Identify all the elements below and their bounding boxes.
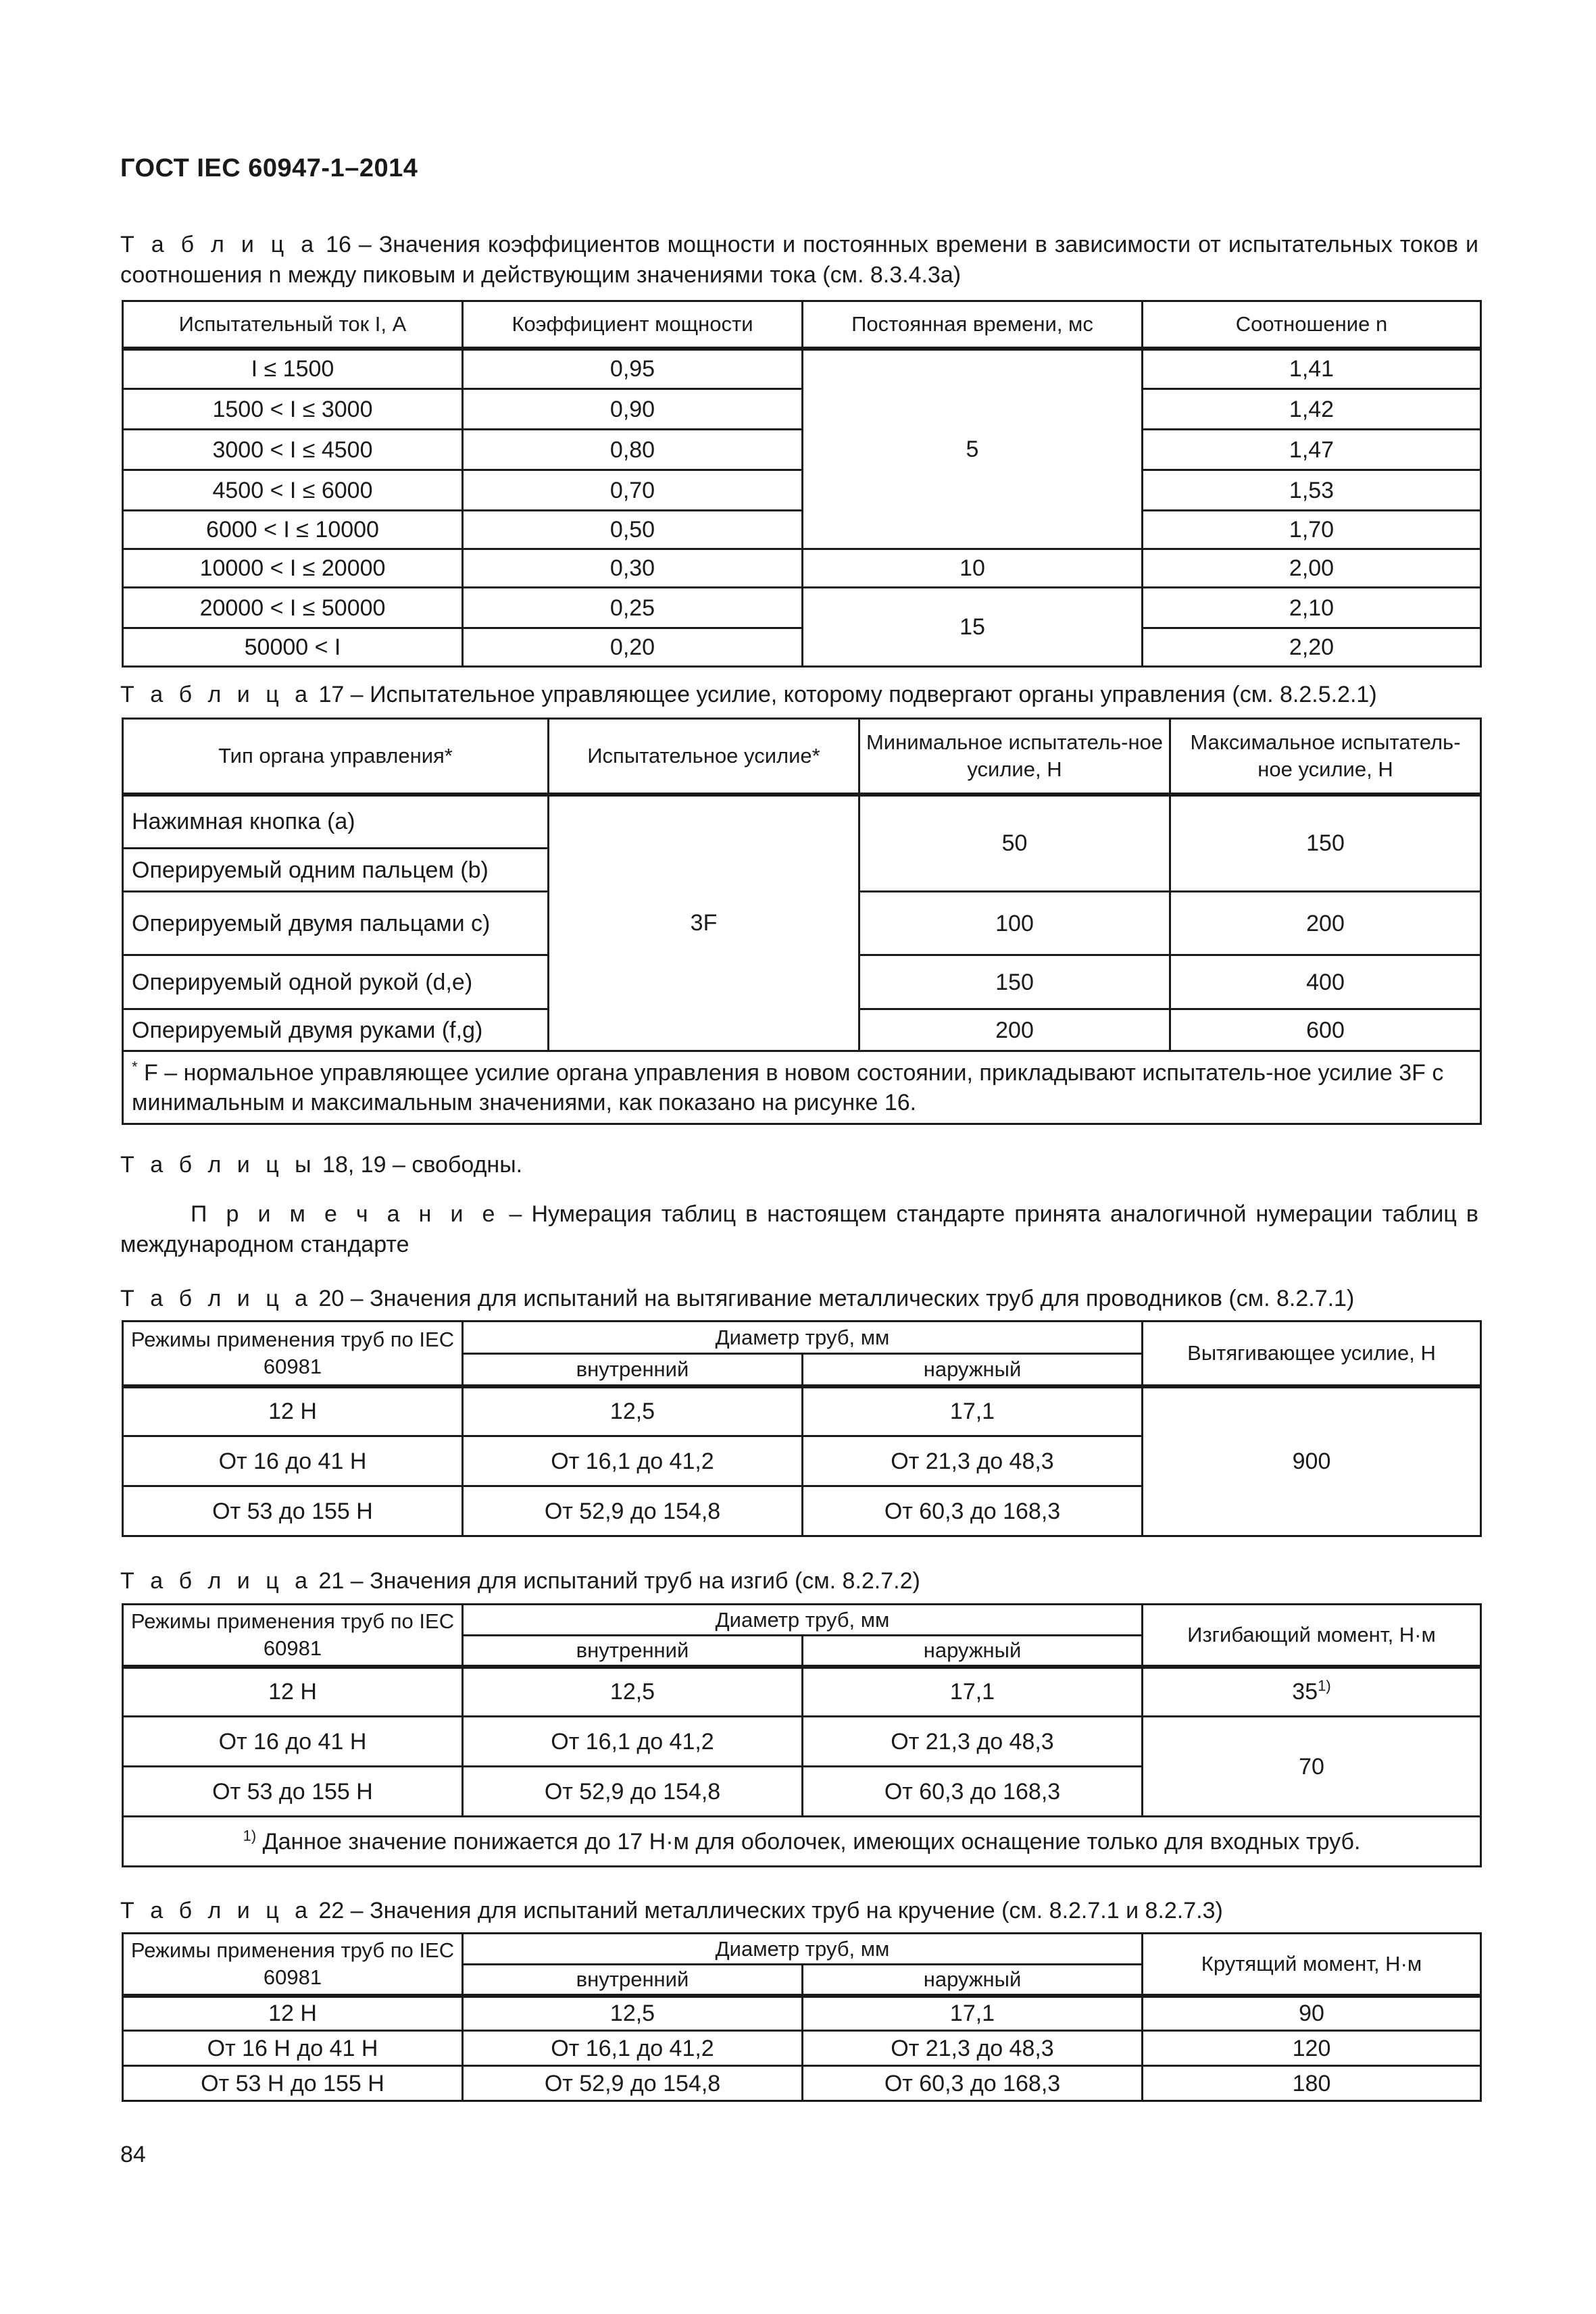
table-word: Т а б л и ц а: [120, 1286, 313, 1311]
table-cell: 10000 < I ≤ 20000: [123, 549, 463, 588]
table-20: [122, 1320, 1482, 1537]
table-cell: 10: [803, 549, 1143, 588]
table-cell: 200: [1170, 892, 1481, 955]
table-row: [123, 389, 1481, 430]
table-16-caption: [120, 230, 1478, 291]
table-cell: 3F: [549, 795, 859, 1051]
table-row: [123, 2031, 1481, 2066]
table-21: [122, 1603, 1482, 1867]
table-16-header-time-constant: Постоянная времени, мс: [803, 301, 1143, 349]
footnote-ref: 1): [1318, 1677, 1331, 1694]
table-17-footnote: [123, 1051, 1481, 1124]
table-17-caption: [120, 680, 1478, 710]
table-row: [123, 549, 1481, 588]
table-21-caption-text: 21 – Значения для испытаний труб на изгиб (см. 8.2.7.2): [318, 1568, 920, 1594]
table-20-caption: [120, 1284, 1478, 1314]
table-cell: 12,5: [463, 1667, 803, 1717]
table-16-header-power-factor: Коэффициент мощности: [463, 301, 803, 349]
table-cell: От 16,1 до 41,2: [463, 2031, 803, 2066]
table-20-caption-text: 20 – Значения для испытаний на вытягивание металлических труб для проводников (см. 8.2.7.1): [318, 1286, 1355, 1311]
table-17-header-min-force: Минимальное испытатель-ное усилие, Н: [859, 719, 1170, 795]
table-22-header-diameter: Диаметр труб, мм: [463, 1934, 1143, 1965]
table-cell: 2,10: [1143, 588, 1481, 628]
table-cell: 70: [1143, 1717, 1481, 1817]
table-cell: 1,70: [1143, 511, 1481, 549]
table-cell-with-footnote: [1143, 1667, 1481, 1717]
table-cell: От 53 H до 155 H: [123, 2066, 463, 2101]
document-header: ГОСТ IEC 60947-1–2014: [120, 154, 418, 182]
table-22: [122, 1932, 1482, 2102]
table-17-header-control-type: Тип органа управления*: [123, 719, 549, 795]
table-cell: От 53 до 155 H: [123, 1767, 463, 1817]
table-cell: От 16 до 41 H: [123, 1436, 463, 1486]
table-cell: 2,00: [1143, 549, 1481, 588]
table-cell: 120: [1143, 2031, 1481, 2066]
table-cell: 12 H: [123, 1386, 463, 1436]
table-21-caption: [120, 1566, 1478, 1596]
table-22-caption-text: 22 – Значения для испытаний металлических труб на кручение (см. 8.2.7.1 и 8.2.7.3): [318, 1898, 1223, 1923]
footnote-mark: *: [132, 1058, 138, 1076]
table-cell: 200: [859, 1009, 1170, 1051]
table-cell: 100: [859, 892, 1170, 955]
cell-value: 35: [1292, 1679, 1318, 1705]
table-cell: 1,41: [1143, 349, 1481, 389]
table-cell: 12 H: [123, 1996, 463, 2031]
footnote-mark: 1): [243, 1827, 257, 1844]
table-cell: 150: [859, 955, 1170, 1009]
table-22-caption: [120, 1896, 1478, 1926]
table-cell: 15: [803, 588, 1143, 667]
table-cell: 12 H: [123, 1667, 463, 1717]
table-cell: 0,95: [463, 349, 803, 389]
table-word: Т а б л и ц а: [120, 1898, 313, 1923]
table-cell: 150: [1170, 795, 1481, 892]
table-cell: I ≤ 1500: [123, 349, 463, 389]
table-17-header-test-force: Испытательное усилие*: [549, 719, 859, 795]
table-cell: От 60,3 до 168,3: [803, 2066, 1143, 2101]
table-cell: От 16 H до 41 H: [123, 2031, 463, 2066]
table-word: Т а б л и ц а: [120, 232, 319, 257]
table-cell: 12,5: [463, 1996, 803, 2031]
page-number: 84: [120, 2142, 146, 2167]
table-cell: 17,1: [803, 1996, 1143, 2031]
table-20-header-inner: внутренний: [463, 1354, 803, 1386]
table-row: [123, 628, 1481, 667]
table-row: [123, 1386, 1481, 1436]
table-row: [123, 1996, 1481, 2031]
table-row: [123, 349, 1481, 389]
table-cell: От 21,3 до 48,3: [803, 2031, 1143, 2066]
table-20-header-outer: наружный: [803, 1354, 1143, 1386]
table-row: [123, 1817, 1481, 1867]
table-row: [123, 1717, 1481, 1767]
table-cell: 4500 < I ≤ 6000: [123, 470, 463, 511]
table-row: [123, 511, 1481, 549]
table-cell: 0,80: [463, 430, 803, 470]
table-cell: 900: [1143, 1386, 1481, 1536]
table-row: [123, 795, 1481, 849]
note-paragraph: [120, 1199, 1478, 1260]
table-cell: 0,90: [463, 389, 803, 430]
table-cell: 12,5: [463, 1386, 803, 1436]
table-cell: От 60,3 до 168,3: [803, 1486, 1143, 1536]
footnote-text: Данное значение понижается до 17 Н·м для оболочек, имеющих оснащение только для входных труб.: [262, 1828, 1361, 1855]
table-22-header-mode: Режимы применения труб по IEC 60981: [123, 1934, 463, 1996]
table-cell: 6000 < I ≤ 10000: [123, 511, 463, 549]
table-cell: От 60,3 до 168,3: [803, 1767, 1143, 1817]
table-cell: 180: [1143, 2066, 1481, 2101]
note-word: П р и м е ч а н и е: [191, 1201, 500, 1227]
table-20-header-diameter: Диаметр труб, мм: [463, 1322, 1143, 1354]
table-cell: От 16 до 41 H: [123, 1717, 463, 1767]
table-cell: Оперируемый одной рукой (d,e): [123, 955, 549, 1009]
table-row: [123, 1051, 1481, 1124]
table-cell: От 52,9 до 154,8: [463, 2066, 803, 2101]
table-21-header-diameter: Диаметр труб, мм: [463, 1605, 1143, 1636]
table-cell: 2,20: [1143, 628, 1481, 667]
table-row: [123, 430, 1481, 470]
table-cell: От 52,9 до 154,8: [463, 1767, 803, 1817]
tables-word: Т а б л и ц ы: [120, 1152, 316, 1178]
table-cell: 0,25: [463, 588, 803, 628]
table-cell: От 21,3 до 48,3: [803, 1436, 1143, 1486]
table-row: [123, 2066, 1481, 2101]
table-cell: 50: [859, 795, 1170, 892]
table-cell: Оперируемый одним пальцем (b): [123, 849, 549, 892]
table-cell: От 52,9 до 154,8: [463, 1486, 803, 1536]
table-cell: 90: [1143, 1996, 1481, 2031]
table-row: [123, 1667, 1481, 1717]
table-cell: Нажимная кнопка (a): [123, 795, 549, 849]
table-21-header-bending-moment: Изгибающий момент, Н·м: [1143, 1605, 1481, 1667]
table-cell: 17,1: [803, 1386, 1143, 1436]
tables-18-19-text: 18, 19 – свободны.: [322, 1152, 523, 1178]
table-cell: 1,47: [1143, 430, 1481, 470]
table-21-header-outer: наружный: [803, 1636, 1143, 1667]
table-cell: От 53 до 155 H: [123, 1486, 463, 1536]
table-20-header-mode: Режимы применения труб по IEC 60981: [123, 1322, 463, 1386]
tables-18-19-line: [120, 1150, 522, 1180]
table-20-header-pull-force: Вытягивающее усилие, Н: [1143, 1322, 1481, 1386]
table-21-header-inner: внутренний: [463, 1636, 803, 1667]
table-cell: 400: [1170, 955, 1481, 1009]
table-cell: Оперируемый двумя пальцами c): [123, 892, 549, 955]
table-cell: 0,30: [463, 549, 803, 588]
table-row: [123, 470, 1481, 511]
table-cell: 17,1: [803, 1667, 1143, 1717]
footnote-text: F – нормальное управляющее усилие органа управления в новом состоянии, прикладывают испытатель-ное усилие 3F с минимальным и максимальным значениями, как показано на рисунке 16.: [132, 1059, 1444, 1115]
table-22-header-outer: наружный: [803, 1965, 1143, 1996]
table-word: Т а б л и ц а: [120, 1568, 313, 1594]
table-cell: 50000 < I: [123, 628, 463, 667]
table-21-header-mode: Режимы применения труб по IEC 60981: [123, 1605, 463, 1667]
table-cell: От 21,3 до 48,3: [803, 1717, 1143, 1767]
table-cell: 600: [1170, 1009, 1481, 1051]
table-cell: 1,42: [1143, 389, 1481, 430]
table-cell: 0,20: [463, 628, 803, 667]
table-21-footnote: [123, 1817, 1481, 1867]
table-22-header-torque: Крутящий момент, Н·м: [1143, 1934, 1481, 1996]
table-17-header-max-force: Максимальное испытатель-ное усилие, Н: [1170, 719, 1481, 795]
note-text: – Нумерация таблиц в настоящем стандарте принята аналогичной нумерации таблиц в международном стандарте: [120, 1201, 1478, 1257]
table-cell: 1,53: [1143, 470, 1481, 511]
table-16-caption-text: 16 – Значения коэффициентов мощности и постоянных времени в зависимости от испытательных токов и соотношения n между пиковым и действующим значениями тока (см. 8.3.4.3а): [120, 232, 1478, 288]
table-17-caption-text: 17 – Испытательное управляющее усилие, которому подвергают органы управления (см. 8.2.5.2.1): [318, 682, 1377, 707]
table-cell: От 16,1 до 41,2: [463, 1436, 803, 1486]
table-cell: 3000 < I ≤ 4500: [123, 430, 463, 470]
table-cell: Оперируемый двумя руками (f,g): [123, 1009, 549, 1051]
table-cell: 0,50: [463, 511, 803, 549]
table-row: [123, 588, 1481, 628]
table-16: [122, 300, 1482, 668]
table-16-header-ratio: Соотношение n: [1143, 301, 1481, 349]
table-17: [122, 718, 1482, 1125]
table-cell: 1500 < I ≤ 3000: [123, 389, 463, 430]
table-22-header-inner: внутренний: [463, 1965, 803, 1996]
table-cell: 20000 < I ≤ 50000: [123, 588, 463, 628]
table-cell: 5: [803, 349, 1143, 549]
table-cell: От 16,1 до 41,2: [463, 1717, 803, 1767]
table-cell: 0,70: [463, 470, 803, 511]
table-16-header-current: Испытательный ток I, А: [123, 301, 463, 349]
table-word: Т а б л и ц а: [120, 682, 313, 707]
